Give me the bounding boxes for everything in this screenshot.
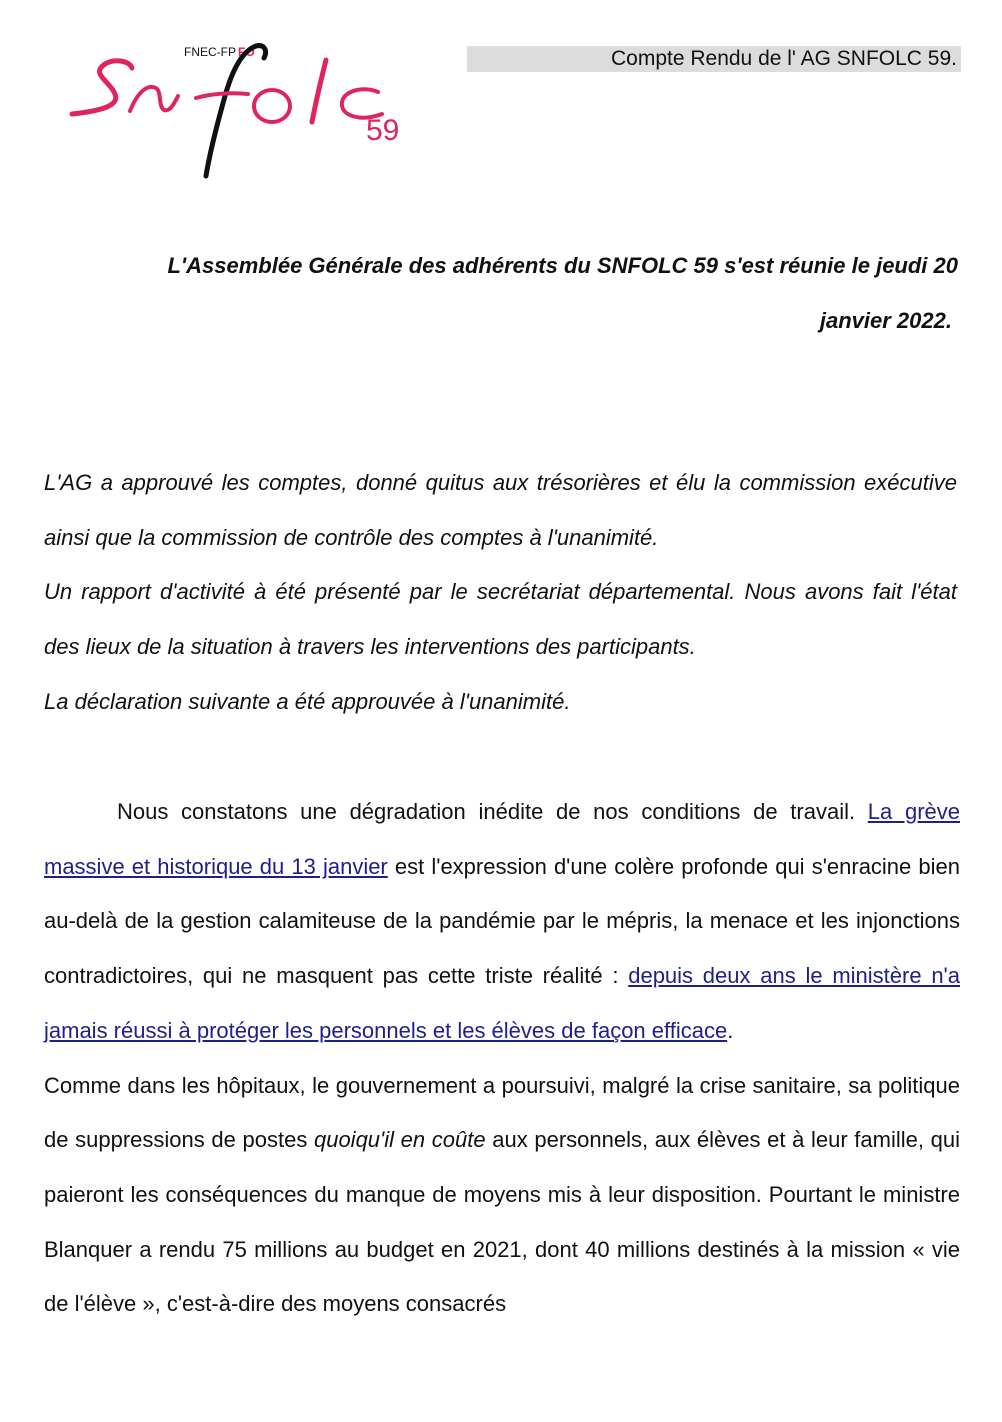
intro-paragraph: L'AG a approuvé les comptes, donné quitus aux trésorières et élu la commission exécutive ainsi que la commission de contrôle des comptes à l'unanimité. xyxy=(44,470,957,550)
declaration-text: Nous constatons une dégradation inédite de nos conditions de travail. xyxy=(117,799,868,824)
intro-paragraph: Un rapport d'activité à été présenté par le secrétariat départemental. Nous avons fait l'état des lieux de la situation à travers les interventions des participants. xyxy=(44,579,957,660)
declaration-section xyxy=(44,785,960,1332)
greve-13-janvier-link[interactable]: La grève massive et historique du 13 janvier xyxy=(44,799,960,879)
declaration-text: est l'expression d'une colère profonde qui s'enracine bien au-delà de la gestion calamiteuse de la pandémie par le mépris, la menace et les injonctions contradictoires, qui ne masquent pas cette triste réalité : xyxy=(44,853,960,989)
declaration-paragraph-1 xyxy=(44,785,960,1059)
document-title xyxy=(44,238,958,348)
title-line-1: L'Assemblée Générale des adhérents du SNFOLC 59 s'est réunie le jeudi 20 xyxy=(167,253,958,278)
svg-text:FO: FO xyxy=(238,45,255,59)
intro-section xyxy=(44,456,957,730)
snfolc-logo xyxy=(60,36,410,186)
title-line-2: janvier 2022. xyxy=(819,308,952,333)
intro-paragraph: La déclaration suivante a été approuvée à l'unanimité. xyxy=(44,688,571,714)
protection-personnels-link[interactable]: depuis deux ans le ministère n'a jamais réussi à protéger les personnels et les élèves de façon efficace xyxy=(44,963,960,1043)
declaration-text: Comme dans les hôpitaux, le gouvernement a poursuivi, malgré la crise sanitaire, sa politique de suppressions de postes xyxy=(44,1072,960,1153)
declaration-text: aux personnels, aux élèves et à leur famille, qui paieront les conséquences du manque de moyens mis à leur disposition. Pourtant le ministre Blanquer a rendu 75 millions au budget en 2021, dont 40 millions destinés à la mission « vie de l'élève », c'est-à-dire des moyens consacrés xyxy=(44,1127,960,1317)
svg-text:59: 59 xyxy=(366,114,400,147)
svg-text:FNEC-FP: FNEC-FP xyxy=(184,45,236,59)
declaration-emphasis: quoiqu'il en coûte xyxy=(313,1127,486,1153)
declaration-paragraph-2 xyxy=(44,1059,960,1333)
declaration-text: . xyxy=(727,1017,734,1043)
document-header-title: Compte Rendu de l' AG SNFOLC 59. xyxy=(467,46,961,72)
